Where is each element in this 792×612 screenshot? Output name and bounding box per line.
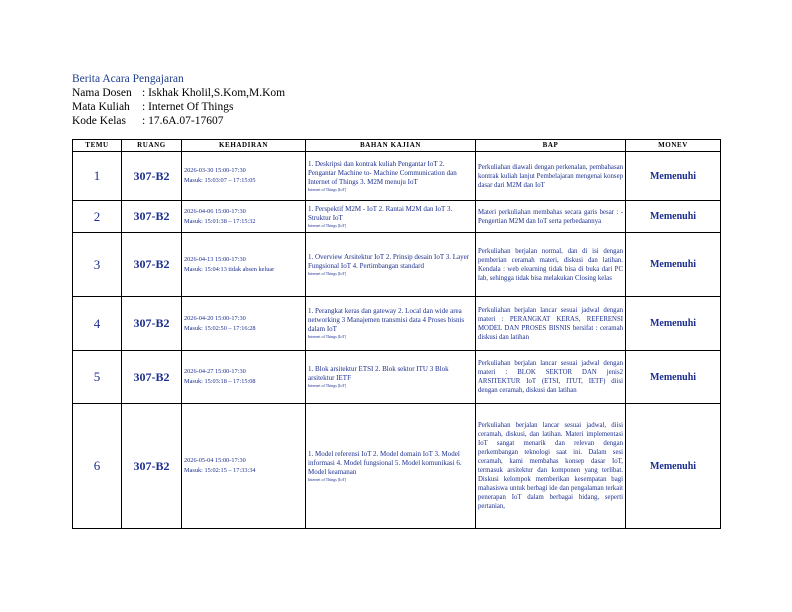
schedule: 2026-04-20 15:00-17:30 (184, 314, 246, 322)
material-cell (306, 297, 476, 351)
check-in: Masuk: 15:03:07 – 17:15:05 (184, 177, 256, 184)
material-source: Internet of Things [IoT] (308, 476, 347, 482)
room: 307-B2 (122, 297, 182, 351)
meeting-number: 6 (73, 404, 122, 529)
material-source: Internet of Things [IoT] (308, 334, 347, 339)
table-row (73, 297, 721, 351)
check-in: Masuk: 15:04:13 tidak absen keluar (184, 265, 275, 273)
monev-status: Memenuhi (626, 201, 721, 233)
material-text: 1. Deskripsi dan kontrak kuliah Pengantar IoT 2. Pengantar Machine to- Machine Communication dan Internet of Things 3. M2M menuju IoT (308, 159, 457, 186)
lecturer-value: : Iskhak Kholil,S.Kom,M.Kom (142, 87, 286, 99)
room: 307-B2 (122, 233, 182, 297)
meeting-number: 5 (73, 351, 122, 404)
material-source: Internet of Things [IoT] (308, 383, 347, 388)
course-label: Mata Kuliah (72, 101, 130, 113)
monev-status: Memenuhi (626, 297, 721, 351)
material-cell (306, 351, 476, 404)
col-bap: BAP (476, 140, 626, 152)
document-header (72, 72, 285, 128)
bap-text: Perkuliahan berjalan lancar sesuai jadwal, diisi ceramah, diskusi, dan latihan. Materi implementasi IoT sangat menarik dan relevan dengan perkembangan teknologi saat ini. Dalam sesi ceramah, kami membahas konsep dasar IoT, termasuk arsitektur dan komponen yang terlibat. Diskusi kelompok memberikan kesempatan bagi mahasiswa untuk berbagi ide dan pengalaman terkait penerapan IoT dalam berbagai bidang, seperti pertanian, (476, 404, 626, 529)
room: 307-B2 (122, 404, 182, 529)
bap-text: Perkuliahan berjalan normal, dan di isi dengan pemberian ceramah materi, diskusi dan latihan. Kendala : web elearning tidak bisa di buka dari PC lab, sehingga tidak bisa melakukan Closing kelas (476, 233, 626, 297)
col-ruang: RUANG (122, 140, 182, 152)
col-bahan-kajian: BAHAN KAJIAN (306, 140, 476, 152)
schedule: 2026-05-04 15:00-17:30 (184, 457, 246, 464)
material-text: 1. Blok arsitektur ETSI 2. Blok sektor ITU 3 Blok arsitektur IETF (308, 365, 449, 382)
bap-text: Perkuliahan berjalan lancar sesuai jadwal dengan materi : PERANGKAT KERAS, REFERENSI MODEL DAN PROSES BISNIS bersifat : ceramah diskusi dan latihan (476, 297, 626, 351)
col-kehadiran: KEHADIRAN (182, 140, 306, 152)
monev-status: Memenuhi (626, 404, 721, 529)
material-source: Internet of Things [IoT] (308, 222, 347, 228)
monev-status: Memenuhi (626, 351, 721, 404)
course-row (72, 100, 285, 114)
monev-status: Memenuhi (626, 152, 721, 201)
meeting-number: 4 (73, 297, 122, 351)
lecturer-label: Nama Dosen (72, 87, 132, 99)
room: 307-B2 (122, 152, 182, 201)
material-text: 1. Overview Arsitektur IoT 2. Prinsip desain IoT 3. Layer Fungsional IoT 4. Pertimbangan standard (308, 252, 470, 270)
bap-text: Perkuliahan diawali dengan perkenalan, pembahasan kontrak kuliah lanjut Pembelajaran mengenai konsep dasar dari M2M dan IoT (476, 152, 626, 201)
attendance-cell (182, 233, 306, 297)
material-text: 1. Model referensi IoT 2. Model domain IoT 3. Model informasi 4. Model fungsional 5. Model komunikasi 6. Model keamanan (308, 449, 462, 476)
material-source: Internet of Things [IoT] (308, 186, 347, 192)
material-cell (306, 233, 476, 297)
meeting-number: 3 (73, 233, 122, 297)
table-row (73, 152, 721, 201)
check-in: Masuk: 15:03:18 – 17:15:08 (184, 378, 256, 385)
document-title: Berita Acara Pengajaran (72, 73, 184, 85)
bap-text: Perkuliahan berjalan lancar sesuai jadwal dengan materi : BLOK SEKTOR DAN jenis2 ARSITEKTUR IoT (ETSI, ITUT, IETF) diisi dengan ceramah, diskusi dan latihan (476, 351, 626, 404)
room: 307-B2 (122, 201, 182, 233)
check-in: Masuk: 15:01:38 – 17:15:32 (184, 217, 256, 225)
attendance-cell (182, 404, 306, 529)
teaching-log-table (72, 139, 721, 529)
meeting-number: 2 (73, 201, 122, 233)
room: 307-B2 (122, 351, 182, 404)
schedule: 2026-04-13 15:00-17:30 (184, 255, 246, 263)
col-monev: MONEV (626, 140, 721, 152)
col-temu: TEMU (73, 140, 122, 152)
class-code-value: : 17.6A.07-17607 (142, 115, 224, 127)
monev-status: Memenuhi (626, 233, 721, 297)
schedule: 2026-04-27 15:00-17:30 (184, 368, 246, 375)
check-in: Masuk: 15:02:50 – 17:16:28 (184, 324, 256, 332)
table-row (73, 233, 721, 297)
course-value: : Internet Of Things (142, 101, 234, 113)
material-cell (306, 201, 476, 233)
attendance-cell (182, 297, 306, 351)
attendance-cell (182, 152, 306, 201)
material-text: 1. Perspektif M2M - IoT 2. Rantai M2M dan IoT 3. Struktur IoT (308, 204, 453, 222)
attendance-cell (182, 351, 306, 404)
table-row (73, 351, 721, 404)
table-row (73, 404, 721, 529)
table-row (73, 201, 721, 233)
bap-text: Materi perkuliahan membahas secara garis besar : - Pengertian M2M dan IoT serta perbedaannya (476, 201, 626, 233)
class-code-row (72, 114, 285, 128)
class-code-label: Kode Kelas (72, 115, 126, 127)
lecturer-row (72, 86, 285, 100)
check-in: Masuk: 15:02:15 – 17:33:34 (184, 467, 256, 474)
material-source: Internet of Things [IoT] (308, 270, 347, 276)
schedule: 2026-03-30 15:00-17:30 (184, 167, 246, 174)
attendance-cell (182, 201, 306, 233)
material-cell (306, 152, 476, 201)
schedule: 2026-04-06 15:00-17:30 (184, 207, 246, 215)
material-text: 1. Perangkat keras dan gateway 2. Local dan wide area networking 3 Manajemen transmisi data 4 Proses bisnis dalam IoT (308, 307, 465, 333)
table-header-row (73, 140, 721, 152)
material-cell (306, 404, 476, 529)
meeting-number: 1 (73, 152, 122, 201)
